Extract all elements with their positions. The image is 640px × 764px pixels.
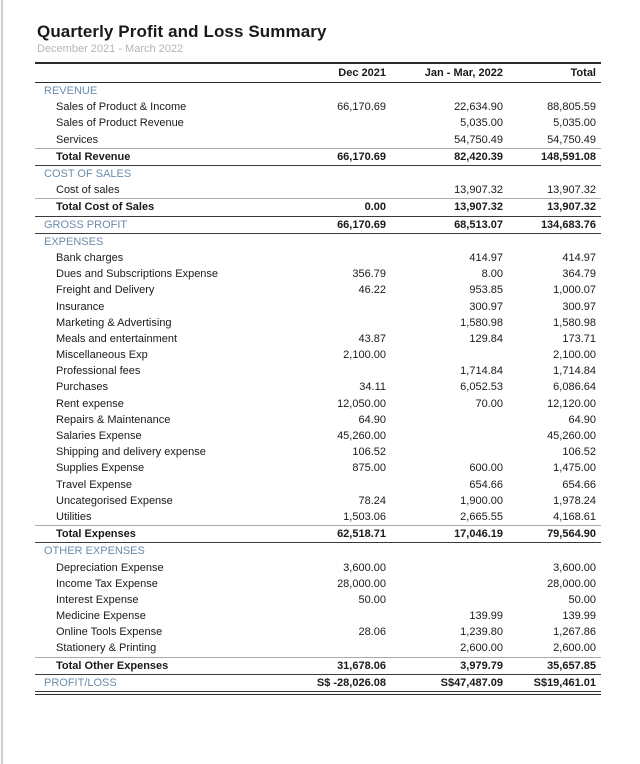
cell-total: 13,907.32 (547, 201, 596, 214)
row-label: GROSS PROFIT (44, 218, 128, 231)
cell-total: 3,600.00 (553, 561, 596, 574)
cell-total: 173.71 (562, 332, 596, 345)
table-row (35, 132, 601, 148)
cell-total: 1,267.86 (553, 626, 596, 639)
table-row (35, 266, 601, 282)
cell-total: 134,683.76 (540, 218, 596, 231)
section-label: COST OF SALES (44, 168, 132, 181)
cell-dec: 50.00 (358, 593, 386, 606)
row-label: Uncategorised Expense (56, 494, 173, 507)
cell-dec: 64.90 (358, 413, 386, 426)
row-label: Purchases (56, 381, 108, 394)
row-label: Repairs & Maintenance (56, 413, 171, 426)
cell-janmar: 1,900.00 (460, 494, 503, 507)
row-label: Utilities (56, 510, 92, 523)
table-row (35, 444, 601, 460)
cell-dec: 28.06 (358, 626, 386, 639)
cell-dec: 62,518.71 (337, 528, 386, 541)
cell-total: 300.97 (562, 300, 596, 313)
table-row (35, 363, 601, 379)
row-label: Miscellaneous Exp (56, 349, 148, 362)
cell-total: 12,120.00 (547, 397, 596, 410)
cell-dec: 0.00 (364, 201, 386, 214)
row-label: Sales of Product & Income (56, 101, 187, 114)
cell-dec: 66,170.69 (337, 101, 386, 114)
cell-total: 64.90 (568, 413, 596, 426)
cell-dec: 34.11 (359, 381, 386, 394)
profit-loss-table (35, 62, 601, 695)
cell-dec: 106.52 (352, 446, 386, 459)
cell-dec: 1,503.06 (343, 510, 386, 523)
cell-total: 654.66 (562, 478, 596, 491)
cell-janmar: 2,600.00 (460, 642, 503, 655)
table-row (35, 396, 601, 412)
row-label: Shipping and delivery expense (56, 446, 206, 459)
cell-total: 1,714.84 (553, 365, 596, 378)
cell-total: 45,260.00 (547, 430, 596, 443)
cell-total: 414.97 (562, 251, 596, 264)
row-label: Interest Expense (56, 593, 139, 606)
bottom-double-rule (35, 692, 601, 695)
table-row (35, 115, 601, 131)
cell-dec: 2,100.00 (343, 349, 386, 362)
cell-total: 2,100.00 (553, 349, 596, 362)
cell-janmar: 3,979.79 (460, 659, 503, 672)
table-row (35, 331, 601, 347)
profit-loss-report (35, 22, 601, 695)
cell-total: 79,564.90 (547, 528, 596, 541)
cell-janmar: 139.99 (469, 610, 503, 623)
row-label: Salaries Expense (56, 430, 142, 443)
row-label: Professional fees (56, 365, 141, 378)
cell-total: 5,035.00 (553, 117, 596, 130)
cell-janmar: 1,239.80 (460, 626, 503, 639)
section-header-revenue (35, 83, 601, 99)
cell-janmar: 953.85 (469, 284, 503, 297)
cell-janmar: 414.97 (469, 251, 503, 264)
cell-dec: S$ -28,026.08 (316, 676, 386, 689)
cell-total: 13,907.32 (547, 184, 596, 197)
table-row (35, 99, 601, 115)
row-label: Total Expenses (56, 528, 136, 541)
cell-total: 28,000.00 (547, 577, 596, 590)
cell-dec: 3,600.00 (343, 561, 386, 574)
cell-dec: 875.00 (352, 462, 386, 475)
table-row (35, 592, 601, 608)
row-label: Meals and entertainment (56, 332, 178, 345)
cell-total: 1,978.24 (553, 494, 596, 507)
table-row (35, 640, 601, 656)
cell-janmar: S$47,487.09 (440, 676, 503, 689)
cell-janmar: 13,907.32 (454, 201, 503, 214)
cell-janmar: 600.00 (469, 462, 503, 475)
cell-janmar: 654.66 (469, 478, 503, 491)
table-row (35, 608, 601, 624)
row-label: Depreciation Expense (56, 561, 164, 574)
cell-total: 2,600.00 (553, 642, 596, 655)
cell-janmar: 8.00 (481, 268, 503, 281)
column-header-total: Total (570, 67, 596, 79)
table-row (35, 182, 601, 198)
cell-total: 35,657.85 (547, 659, 596, 672)
row-label: Freight and Delivery (56, 284, 155, 297)
row-label: Total Other Expenses (56, 659, 169, 672)
cell-total: 50.00 (568, 593, 596, 606)
table-row (35, 559, 601, 575)
table-row (35, 460, 601, 476)
cell-janmar: 1,580.98 (460, 316, 503, 329)
date-range-subtitle: December 2021 - March 2022 (37, 43, 184, 55)
column-header-jan-mar-2022: Jan - Mar, 2022 (424, 67, 503, 79)
row-label: Supplies Expense (56, 462, 145, 475)
cell-total: 106.52 (562, 446, 596, 459)
cell-janmar: 300.97 (469, 300, 503, 313)
table-row (35, 282, 601, 298)
row-total-cost-of-sales (35, 198, 601, 216)
table-row (35, 379, 601, 395)
table-row (35, 477, 601, 493)
row-label: Dues and Subscriptions Expense (56, 268, 219, 281)
row-total-other-expenses (35, 657, 601, 675)
cell-janmar: 13,907.32 (454, 184, 503, 197)
cell-dec: 66,170.69 (337, 150, 386, 163)
page-left-edge (1, 0, 3, 764)
section-label: EXPENSES (44, 235, 104, 248)
row-label: Insurance (56, 300, 105, 313)
row-total-expenses (35, 525, 601, 543)
table-row (35, 315, 601, 331)
cell-total: 139.99 (562, 610, 596, 623)
row-gross-profit (35, 217, 601, 234)
row-profit-loss (35, 675, 601, 692)
table-row (35, 509, 601, 525)
cell-dec: 66,170.69 (337, 218, 386, 231)
row-total-revenue (35, 148, 601, 166)
cell-dec: 28,000.00 (337, 577, 386, 590)
table-row (35, 576, 601, 592)
table-row (35, 250, 601, 266)
row-label: Marketing & Advertising (56, 316, 172, 329)
cell-dec: 45,260.00 (337, 430, 386, 443)
cell-janmar: 6,052.53 (460, 381, 503, 394)
cell-janmar: 70.00 (475, 397, 503, 410)
row-label: Total Cost of Sales (56, 201, 155, 214)
row-label: Online Tools Expense (56, 626, 163, 639)
cell-total: 1,000.07 (553, 284, 596, 297)
table-row (35, 624, 601, 640)
cell-total: 148,591.08 (540, 150, 596, 163)
section-label: OTHER EXPENSES (44, 545, 145, 558)
cell-total: S$19,461.01 (533, 676, 596, 689)
table-row (35, 493, 601, 509)
cell-total: 1,475.00 (553, 462, 596, 475)
cell-janmar: 5,035.00 (460, 117, 503, 130)
column-header-dec-2021: Dec 2021 (338, 67, 386, 79)
row-label: Travel Expense (56, 478, 133, 491)
cell-janmar: 17,046.19 (454, 528, 503, 541)
cell-janmar: 54,750.49 (454, 133, 503, 146)
cell-janmar: 1,714.84 (460, 365, 503, 378)
cell-dec: 31,678.06 (337, 659, 386, 672)
cell-dec: 46.22 (358, 284, 386, 297)
row-label: Stationery & Printing (56, 642, 157, 655)
section-header-cost-of-sales (35, 166, 601, 182)
row-label: Income Tax Expense (56, 577, 158, 590)
cell-janmar: 22,634.90 (454, 101, 503, 114)
row-label: Medicine Expense (56, 610, 146, 623)
table-row (35, 298, 601, 314)
cell-janmar: 129.84 (469, 332, 503, 345)
cell-janmar: 2,665.55 (460, 510, 503, 523)
row-label: PROFIT/LOSS (44, 676, 117, 689)
cell-dec: 43.87 (358, 332, 386, 345)
section-label: REVENUE (44, 85, 98, 98)
table-row (35, 347, 601, 363)
row-label: Rent expense (56, 397, 124, 410)
row-label: Sales of Product Revenue (56, 117, 184, 130)
cell-dec: 356.79 (352, 268, 386, 281)
cell-dec: 12,050.00 (337, 397, 386, 410)
cell-dec: 78.24 (358, 494, 386, 507)
section-header-other-expenses (35, 543, 601, 559)
cell-total: 364.79 (562, 268, 596, 281)
row-label: Bank charges (56, 251, 124, 264)
cell-total: 88,805.59 (547, 101, 596, 114)
table-header-row (35, 62, 601, 83)
row-label: Total Revenue (56, 150, 131, 163)
cell-total: 4,168.61 (553, 510, 596, 523)
row-label: Cost of sales (56, 184, 120, 197)
cell-total: 54,750.49 (547, 133, 596, 146)
cell-total: 1,580.98 (553, 316, 596, 329)
cell-janmar: 82,420.39 (454, 150, 503, 163)
table-row (35, 428, 601, 444)
cell-total: 6,086.64 (553, 381, 596, 394)
row-label: Services (56, 133, 99, 146)
section-header-expenses (35, 234, 601, 250)
page-title: Quarterly Profit and Loss Summary (37, 22, 327, 41)
table-row (35, 412, 601, 428)
cell-janmar: 68,513.07 (454, 218, 503, 231)
